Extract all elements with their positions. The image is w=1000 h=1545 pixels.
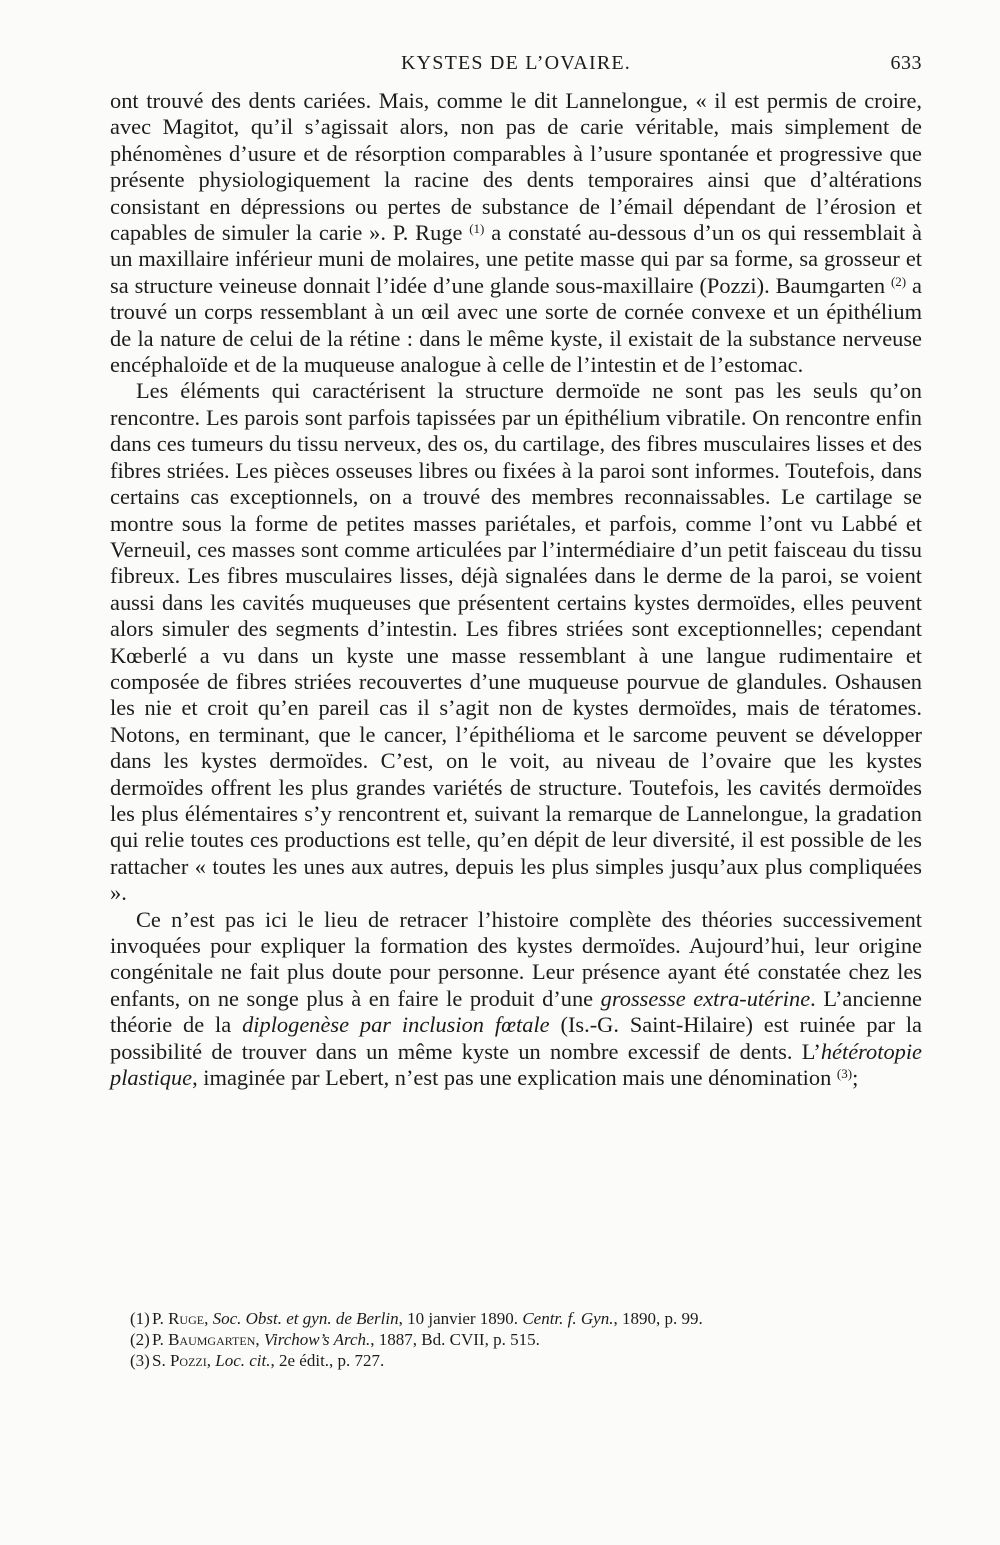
text-run: Ce n’est pas ici le lieu de retracer l’histoire complète des théories successivement invoquées pour expliquer la formation des kystes dermoïdes. Aujourd’hui, leur origine congénitale ne fait plus doute pour personne. Leur présence ayant été constatée chez les enfants, on ne songe plus à en faire le produit d’une: [110, 906, 922, 1011]
author-name: Ruge: [168, 1309, 205, 1328]
text-run: P.: [152, 1309, 169, 1328]
text-run: a constaté au-dessous d’un os qui ressemblait à un maxillaire inférieur muni de molaires, une petite masse qui par sa forme, sa grosseur et sa structure veineuse donnait l’idée d’une glande sous-maxillaire (Pozzi). Baumgarten: [110, 220, 922, 298]
text-run: ont trouvé des dents cariées. Mais, comme le dit Lannelongue, « il est permis de croire, avec Magitot, qu’il s’agissait alors, non pas de carie véritable, mais simplement de phénomènes d’usure et de résorption comparables à l’usure spontanée et progressive que présente physiologiquement la racine des dents temporaires ainsi que d’altérations consistant en dépressions ou pertes de substance de l’émail dépendant de l’érosion et capables de simuler la carie ». P. Ruge: [110, 88, 922, 246]
italic-term: Soc. Obst. et gyn. de Berlin: [212, 1309, 399, 1328]
footnote-reference: (2): [890, 273, 907, 289]
text-run: P.: [152, 1330, 169, 1349]
italic-term: diplogenèse par inclusion fœtale: [242, 1012, 550, 1038]
footnote-mark: (2): [130, 1330, 150, 1349]
italic-term: Centr. f. Gyn.: [522, 1309, 614, 1328]
italic-term: grossesse extra-utérine: [600, 985, 811, 1011]
page-number: 633: [890, 52, 922, 74]
text-run: ,: [204, 1309, 213, 1328]
text-run: . L’ancienne théorie de la: [110, 985, 922, 1038]
running-title: KYSTES DE L’OVAIRE.: [400, 52, 632, 74]
footnotes: [130, 1308, 920, 1371]
body-text: [110, 88, 922, 1091]
text-run: , 1890, p. 99.: [613, 1309, 703, 1328]
text-run: (Is.-G. Saint-Hilaire) est ruinée par la possibilité de trouver dans un même kyste un nombre excessif de dents. L’: [110, 1012, 922, 1064]
running-header: [110, 52, 922, 82]
footnote: [130, 1308, 920, 1329]
footnote-mark: (3): [130, 1351, 150, 1370]
footnote-reference: (3): [836, 1066, 853, 1082]
paragraph: [110, 88, 922, 378]
text-run: , imaginée par Lebert, n’est pas une explication mais une dénomination: [192, 1065, 837, 1091]
paragraph: [110, 907, 922, 1092]
text-run: S.: [152, 1351, 170, 1370]
text-run: Les éléments qui caractérisent la structure dermoïde ne sont pas les seuls qu’on rencontre. Les parois sont parfois tapissées par un épithélium vibratile. On rencontre enfin dans ces tumeurs du tissu nerveux, des os, du cartilage, des fibres musculaires lisses et des fibres striées. Les pièces osseuses libres ou fixées à la paroi sont informes. Toutefois, dans certains cas exceptionnels, on a trouvé des membres reconnaissables. Le cartilage se montre sous la forme de petites masses pariétales, et parfois, comme l’ont vu Labbé et Verneuil, ces masses sont comme articulées par l’intermédiaire d’un petit faisceau du tissu fibreux. Les fibres musculaires lisses, déjà signalées dans le derme de la paroi, se voient aussi dans les cavités muqueuses que présentent certains kystes dermoïdes, elles peuvent alors simuler des segments d’intestin. Les fibres striées sont exceptionnelles; cependant Kœberlé a vu dans un kyste une masse ressemblant à une langue rudimentaire et composée de fibres striées recouvertes d’une muqueuse pourvue de glandules. Oshausen les nie et croit qu’en pareil cas il s’agit non de kystes dermoïdes, mais de tératomes. Notons, en terminant, que le cancer, l’épithélioma et le sarcome peuvent se développer dans les kystes dermoïdes. C’est, on le voit, au niveau de l’ovaire que les kystes dermoïdes offrent les plus grandes variétés de structure. Toutefois, les cavités dermoïdes les plus élémentaires s’y rencontrent et, suivant la remarque de Lannelongue, la gradation qui relie toutes ces productions est telle, qu’en dépit de leur diversité, il est possible de les rattacher « toutes les unes aux autres, depuis les plus simples jusqu’aux plus compliquées ».: [110, 378, 922, 906]
footnote: [130, 1350, 920, 1371]
italic-term: Virchow’s Arch.: [263, 1330, 371, 1349]
author-name: Pozzi: [169, 1351, 207, 1370]
footnote: [130, 1329, 920, 1350]
text-run: , 2e édit., p. 727.: [270, 1351, 385, 1370]
author-name: Baumgarten: [168, 1330, 256, 1349]
text-run: a trouvé un corps ressemblant à un œil avec une sorte de cornée convexe et un épithélium de la nature de celui de la rétine : dans le même kyste, il existait de la substance nerveuse encéphaloïde et de la muqueuse analogue à celle de l’intestin et de l’estomac.: [110, 272, 922, 378]
text-run: ,: [255, 1330, 264, 1349]
paragraph: [110, 378, 922, 906]
text-run: , 10 janvier 1890.: [398, 1309, 523, 1328]
italic-term: hétérotopie plastique: [110, 1038, 922, 1091]
text-run: ;: [852, 1065, 859, 1091]
text-run: ,: [206, 1351, 216, 1370]
footnote-reference: (1): [469, 221, 485, 237]
italic-term: Loc. cit.: [215, 1351, 271, 1370]
text-run: , 1887, Bd. CVII, p. 515.: [370, 1330, 540, 1349]
footnote-mark: (1): [130, 1309, 150, 1328]
